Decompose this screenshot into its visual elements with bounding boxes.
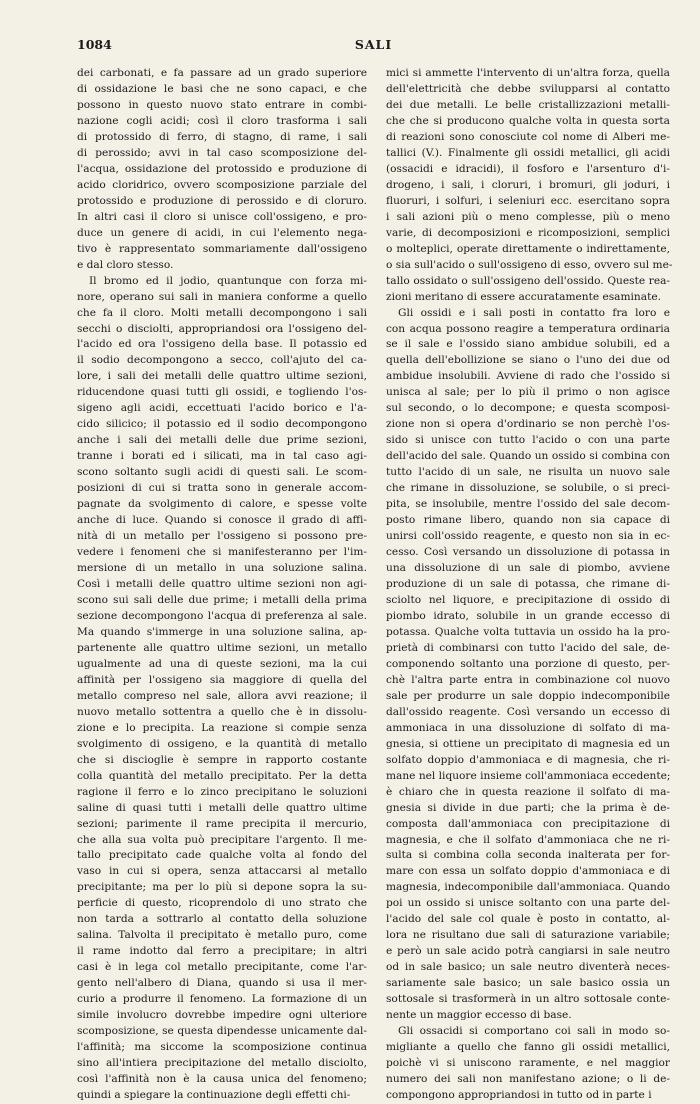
text-line: dei carbonati, e fa passare ad un grado superiore: [77, 67, 367, 79]
text-line: compongono appropriandosi in tutto od in parte i: [386, 1089, 652, 1101]
text-line: dell'elettricità che debbe svilupparsi al contatto: [386, 82, 670, 95]
text-line: prietà di combinarsi con tutto l'acido del sale, de-: [386, 641, 670, 654]
text-line: produzione di un sale di potassa, che rimane di-: [386, 578, 670, 590]
text-line: unisca al sale; per lo più il primo o non agisce: [386, 386, 670, 399]
text-line: gento nell'albero di Diana, quando si usa il mer-: [77, 977, 367, 990]
text-line: numero dei sali non manifestano azione; o li de-: [386, 1073, 670, 1086]
text-line: sido si unisce con tutto l'acido o con una parte: [386, 434, 670, 447]
text-line: cido silicico; il potassio ed il sodio decompongono: [77, 418, 367, 431]
text-line: composta dall'ammoniaca con precipitazione di: [386, 817, 670, 830]
text-line: l'affinità; ma siccome la scomposizione continua: [77, 1041, 367, 1054]
text-line: poichè vi si uniscono raramente, e nel maggior: [386, 1057, 670, 1070]
text-line: duce un genere di acidi, in cui l'elemento nega-: [77, 226, 367, 239]
text-line: quindi a spiegare la continuazione degli effetti chi-: [77, 1089, 351, 1101]
text-line: e però un sale acido potrà cangiarsi in sale neutro: [386, 945, 670, 958]
text-line: vedere i fenomeni che si manifesteranno per l'im-: [77, 546, 367, 559]
text-line: scono sui sali delle due prime; i metalli della prima: [77, 593, 367, 606]
text-line: svolgimento di ossigeno, e la quantità di metallo: [77, 737, 367, 750]
text-line: tranne i borati ed i silicati, ma in tal caso agi-: [77, 450, 367, 463]
text-line: ragione il ferro e lo zinco precipitano le soluzioni: [77, 785, 367, 798]
text-line: scomposizione, se questa dipendesse unicamente dal-: [77, 1025, 367, 1038]
text-line: così l'affinità non è la causa unica del fenomeno;: [77, 1073, 367, 1086]
text-line: magnesia, e che il solfato d'ammoniaca che ne ri-: [386, 833, 670, 846]
text-line: lora ne risultano due sali di saturazione variabile;: [386, 929, 670, 942]
text-line: non tarda a sottrarlo al contatto della soluzione: [77, 913, 367, 926]
page-number: 1084: [77, 37, 112, 52]
text-line: lore, i sali dei metalli delle quattro ultime sezioni,: [77, 370, 367, 383]
text-line: riducendone quasi tutti gli ossidi, e togliendo l'os-: [77, 386, 367, 399]
text-line: saline di quasi tutti i metalli delle quattro ultime: [77, 801, 367, 814]
text-line: nente un maggior eccesso di base.: [386, 1009, 572, 1022]
text-line: tallici (V.). Finalmente gli ossidi metallici, gli acidi: [386, 146, 670, 159]
text-line: quella dell'ebollizione se siano o l'uno dei due od: [386, 354, 670, 367]
text-line: casi è in lega col metallo precipitante, come l'ar-: [77, 961, 367, 974]
text-line: affinità per l'ossigeno sia maggiore di quella del: [77, 673, 367, 686]
text-line: sezione decompongono l'acqua di preferenza al sale.: [77, 609, 367, 622]
text-line: fluoruri, i solfuri, i seleniuri ecc. esercitano sopra: [386, 194, 670, 207]
text-line: tutto l'acido di un sale, ne risulta un nuovo sale: [386, 466, 670, 479]
text-line: anche i sali dei metalli delle due prime sezioni,: [77, 434, 367, 447]
text-line: precipitante; ma per lo più si depone sopra la su-: [77, 881, 367, 894]
text-line: ugualmente ad una di queste sezioni, ma la cui: [77, 657, 367, 670]
text-line: sariamente sale basico; un sale basico ossia un: [386, 977, 670, 990]
text-line: il rame indotto dal ferro a precipitare; in altri: [77, 945, 367, 958]
text-line: il sodio decompongono a secco, coll'ajuto del ca-: [77, 354, 367, 367]
text-line: piombo idrato, solubile in un grande eccesso di: [386, 609, 670, 622]
text-line: magnesia, indecomponibile dall'ammoniaca. Quando: [386, 881, 670, 894]
text-line: di ossidazione le basi che ne sono capaci, e che: [77, 82, 367, 95]
text-line: Il bromo ed il jodio, quantunque con forza mi-: [89, 274, 367, 287]
text-line: Gli ossacidi si comportano coi sali in modo so-: [398, 1025, 670, 1038]
text-line: che fa il cloro. Molti metalli decompongono i sali: [77, 306, 367, 319]
text-line: tivo è rappresentato sommariamente dall'ossigeno: [77, 242, 367, 255]
running-title: SALI: [354, 37, 393, 52]
text-line: posto rimane libero, quando non sia capace di: [386, 514, 670, 527]
paragraph: [386, 1024, 670, 1104]
text-line: chè l'altra parte entra in combinazione col nuovo: [386, 673, 670, 686]
text-line: sezioni; parimente il rame precipita il mercurio,: [77, 817, 367, 830]
text-line: varie, di decomposizioni e ricomposizioni, semplici: [386, 226, 670, 239]
text-line: sottosale si trasformerà in un altro sottosale conte-: [386, 993, 670, 1006]
text-line: l'acido ed ora l'ossigeno della base. Il potassio ed: [77, 338, 367, 351]
text-line: di protossido di ferro, di stagno, di rame, i sali: [77, 130, 367, 143]
text-line: nità di un metallo per l'ossigeno si possono pre-: [77, 530, 367, 543]
text-line: mare con essa un solfato doppio d'ammoniaca e di: [386, 865, 670, 878]
text-line: perficie di questo, ricoprendolo di uno strato che: [77, 897, 367, 910]
text-line: unirsi coll'ossido reagente, e questo non sia in ec-: [386, 530, 670, 543]
text-line: gnesia, si ottiene un precipitato di magnesia ed un: [386, 737, 670, 750]
text-line: di reazioni sono conosciute col nome di Alberi me-: [386, 130, 670, 143]
text-line: In altri casi il cloro si unisce coll'ossigeno, e pro-: [77, 210, 367, 223]
text-line: dell'acido del sale. Quando un ossido si combina con: [386, 450, 670, 463]
paragraph: [386, 66, 673, 306]
text-line: Gli ossidi e i sali posti in contatto fra loro e: [398, 306, 670, 319]
text-line: zione non si opera d'ordinario se non perchè l'os-: [386, 418, 670, 431]
text-line: nazione cogli acidi; così il cloro trasforma i sali: [77, 114, 367, 127]
text-line: pagnate da svolgimento di calore, e spesse volte: [77, 498, 367, 511]
text-line: tallo ossidato o sull'ossigeno dell'ossido. Queste rea-: [386, 274, 670, 287]
text-line: o sia sull'acido o sull'ossigeno di esso, ovvero sul me-: [386, 258, 673, 271]
text-line: è chiaro che in questa reazione il solfato di ma-: [386, 785, 670, 798]
text-line: che si discioglie è sempre in rapporto costante: [77, 753, 367, 766]
text-line: sciolto nel liquore, e precipitazione di ossido di: [386, 593, 670, 606]
text-line: cesso. Così versando un dissoluzione di potassa in: [386, 546, 670, 559]
text-line: secchi o disciolti, appropriandosi ora l'ossigeno del-: [77, 322, 367, 335]
paragraph: [386, 306, 670, 1025]
text-line: mersione di un metallo in una soluzione salina.: [77, 562, 367, 575]
text-line: zioni meritano di essere accuratamente esaminate.: [386, 290, 661, 303]
text-line: acido cloridrico, ovvero scomposizione parziale del: [77, 178, 367, 191]
text-line: i sali azioni più o meno complesse, più o meno: [386, 210, 670, 223]
text-line: componendo soltanto una porzione di questo, per-: [386, 657, 670, 670]
text-line: tallo precipitato cade qualche volta al fondo del: [77, 849, 367, 862]
text-line: scono soltanto sugli acidi di questi sali. Le scom-: [77, 466, 367, 479]
text-line: sulta si combina colla seconda inalterata per for-: [386, 849, 670, 862]
text-line: mici si ammette l'intervento di un'altra forza, quella: [386, 67, 670, 79]
paragraph: [77, 66, 367, 274]
text-line: che che si producono qualche volta in questa sorta: [386, 114, 670, 127]
text-line: nore, operano sui sali in maniera conforme a quello: [77, 290, 367, 303]
text-line: sino all'intiera precipitazione del metallo disciolto,: [77, 1057, 367, 1070]
text-line: salina. Talvolta il precipitato è metallo puro, come: [77, 929, 367, 942]
text-line: mane nel liquore insieme coll'ammoniaca eccedente;: [386, 769, 671, 782]
text-line: sul secondo, o lo decompone; e questa scomposi-: [386, 402, 670, 415]
text-line: ammoniaca in una dissoluzione di solfato di ma-: [386, 721, 670, 734]
text-line: sale per produrre un sale doppio indecomponibile: [386, 689, 670, 702]
text-line: curio a produrre il fenomeno. La formazione di un: [77, 993, 367, 1006]
text-line: migliante a quello che fanno gli ossidi metallici,: [386, 1041, 670, 1054]
text-line: se il sale e l'ossido siano ambidue solubili, ed a: [386, 338, 670, 351]
paragraph: [77, 274, 367, 1104]
text-line: gnesia si divide in due parti; che la prima è de-: [386, 801, 670, 814]
text-line: posizioni di cui si tratta sono in generale accom-: [77, 482, 367, 495]
text-line: sigeno agli acidi, eccettuati l'acido borico e l'a-: [77, 402, 367, 415]
text-line: colla quantità del metallo precipitato. Per la detta: [77, 769, 367, 782]
text-line: e dal cloro stesso.: [77, 258, 174, 271]
text-line: l'acqua, ossidazione del protossido e produzione di: [77, 162, 367, 175]
text-line: nuovo metallo sottentra a quello che è in dissolu-: [77, 705, 367, 718]
text-line: (ossacidi e idracidi), il fosforo e l'arsenturo d'i-: [386, 162, 670, 175]
text-line: ambidue insolubili. Avviene di rado che l'ossido si: [386, 370, 670, 383]
left-column: [77, 66, 367, 1101]
text-line: od in sale basico; un sale neutro diventerà neces-: [386, 961, 670, 974]
text-line: metallo compreso nel sale, allora avvi reazione; il: [77, 689, 367, 702]
text-line: o molteplici, operate direttamente o indirettamente,: [386, 242, 670, 255]
text-line: zione e lo precipita. La reazione si compie senza: [77, 721, 367, 734]
text-line: potassa. Qualche volta tuttavia un ossido ha la pro-: [386, 625, 670, 638]
text-line: possono in questo nuovo stato entrare in combi-: [77, 98, 367, 111]
text-line: anche di luce. Quando si conosce il grado di affi-: [77, 514, 367, 527]
page-header: [77, 37, 670, 55]
text-line: vaso in cui si opera, senza attaccarsi al metallo: [77, 865, 367, 878]
text-line: una dissoluzione di un sale di piombo, avviene: [386, 562, 670, 575]
text-line: solfato doppio d'ammoniaca e di magnesia, che ri-: [386, 753, 670, 766]
text-line: dall'ossido reagente. Così versando un eccesso di: [386, 705, 670, 718]
text-line: partenente alle quattro ultime sezioni, un metallo: [77, 641, 367, 654]
text-line: di perossido; avvi in tal caso scomposizione del-: [77, 146, 367, 159]
text-line: Ma quando s'immerge in una soluzione salina, ap-: [77, 625, 367, 638]
text-line: Così i metalli delle quattro ultime sezioni non agi-: [77, 578, 367, 590]
text-line: protossido e produzione di perossido e di cloruro.: [77, 194, 367, 207]
right-column: [386, 66, 673, 1101]
text-line: pita, se insolubile, mentre l'ossido del sale decom-: [386, 498, 670, 511]
text-line: che alla sua volta può precipitare l'argento. Il me-: [77, 833, 367, 846]
text-line: simile involucro dovrebbe impedire ogni ulteriore: [77, 1009, 367, 1022]
text-line: poi un ossido si unisce soltanto con una parte del-: [386, 897, 670, 910]
text-line: dei due metalli. Le belle cristallizzazioni metalli-: [386, 98, 670, 111]
text-line: drogeno, i sali, i cloruri, i bromuri, gli joduri, i: [386, 178, 670, 191]
text-line: che rimane in dissoluzione, se solubile, o si preci-: [386, 482, 670, 495]
text-line: l'acido del sale col quale è posto in contatto, al-: [386, 913, 670, 926]
text-line: con acqua possono reagire a temperatura ordinaria: [386, 322, 670, 335]
